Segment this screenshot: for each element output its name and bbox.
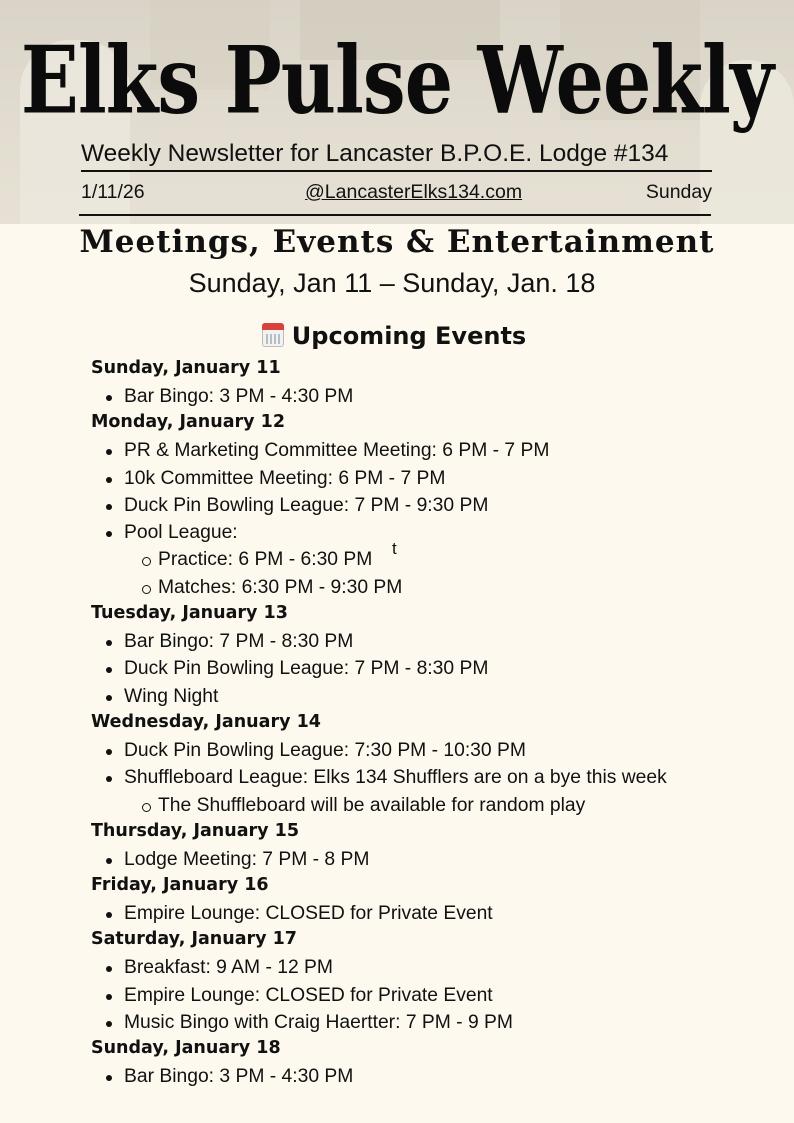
event-item: Duck Pin Bowling League: 7 PM - 8:30 PM [91, 655, 781, 682]
upcoming-events-label: Upcoming Events [291, 322, 527, 350]
day-heading: Monday, January 12 [91, 412, 286, 433]
event-subitem [91, 574, 781, 601]
events-list [91, 356, 781, 1091]
event-subitem-text: Matches: 6:30 PM - 9:30 PM [158, 576, 403, 598]
day-heading: Sunday, January 11 [91, 358, 281, 378]
day-heading: Sunday, January 18 [91, 1038, 281, 1059]
date-range: Sunday, Jan 11 – Sunday, Jan. 18 [188, 268, 596, 298]
stray-character: t [392, 539, 397, 559]
upcoming-events-heading [0, 322, 788, 350]
event-item: Empire Lounge: CLOSED for Private Event [91, 900, 781, 927]
day-heading: Saturday, January 17 [91, 929, 297, 950]
event-item: Breakfast: 9 AM - 12 PM [91, 954, 781, 981]
event-item: Bar Bingo: 7 PM - 8:30 PM [91, 628, 781, 655]
event-subitem [91, 539, 781, 573]
newsletter-subtitle: Weekly Newsletter for Lancaster B.P.O.E. Lodge #134 [81, 140, 669, 167]
event-subitem-text: Practice: 6 PM - 6:30 PM [158, 549, 373, 571]
day-heading: Tuesday, January 13 [91, 603, 288, 624]
event-item: Bar Bingo: 3 PM - 4:30 PM [91, 1063, 781, 1090]
masthead [0, 0, 794, 224]
event-item: Empire Lounge: CLOSED for Private Event [91, 982, 781, 1009]
day-heading: Thursday, January 15 [91, 820, 300, 841]
event-item: Wing Night [91, 683, 781, 710]
event-item: Bar Bingo: 3 PM - 4:30 PM [91, 383, 781, 410]
section-title: Meetings, Events & Entertainment [79, 224, 715, 260]
event-subitem-text: The Shuffleboard will be available for random play [158, 794, 586, 816]
day-heading: Friday, January 16 [91, 875, 269, 896]
divider [79, 214, 711, 216]
event-item: PR & Marketing Committee Meeting: 6 PM - 7 PM [91, 437, 781, 464]
event-item: Lodge Meeting: 7 PM - 8 PM [91, 846, 781, 873]
newsletter-title: Elks Pulse Weekly [20, 26, 774, 135]
event-item: 10k Committee Meeting: 6 PM - 7 PM [91, 465, 781, 492]
day-heading: Wednesday, January 14 [91, 711, 321, 732]
event-item: Duck Pin Bowling League: 7:30 PM - 10:30 PM [91, 737, 781, 764]
issue-date: 1/11/26 [81, 181, 145, 203]
event-subitem [91, 792, 781, 819]
event-item: Duck Pin Bowling League: 7 PM - 9:30 PM [91, 492, 781, 519]
calendar-icon [262, 323, 284, 347]
divider [81, 170, 712, 172]
event-item: Music Bingo with Craig Haertter: 7 PM - 9 PM [91, 1009, 781, 1036]
event-item: Shuffleboard League: Elks 134 Shufflers are on a bye this week [91, 764, 781, 791]
issue-day: Sunday [645, 181, 712, 203]
event-item: Pool League: [91, 519, 781, 546]
website-link[interactable]: @LancasterElks134.com [305, 181, 523, 203]
